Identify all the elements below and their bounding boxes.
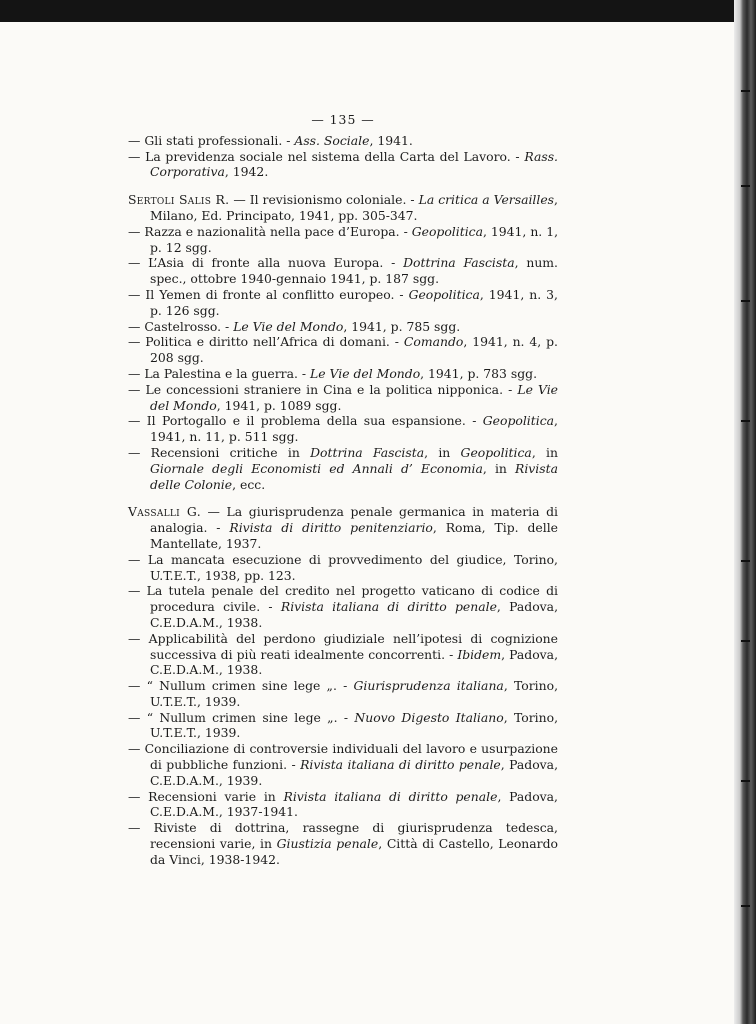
entry-text: — Il Portogallo e il problema della sua espansione. - [128, 413, 483, 429]
entry-text: , in [482, 460, 516, 476]
publication-title: Le Vie del Mondo [310, 365, 421, 381]
bibliography-entry [128, 413, 558, 445]
publication-title: Le Vie del Mondo [150, 381, 559, 413]
publication-title: Rivista italiana di diritto penale [300, 757, 501, 773]
entry-text: — Riviste di dottrina, rassegne di giurisprudenza tedesca, recensioni varie, in [128, 820, 558, 852]
page-number: — 135 — [311, 112, 375, 127]
bibliography-page [128, 112, 558, 868]
entry-text: , in [531, 444, 558, 460]
publication-title: Giustizia penale [276, 836, 379, 852]
publication-title: Rass. Corporativa [150, 148, 558, 180]
entry-text: — “ Nullum crimen sine lege „. - [128, 709, 355, 725]
publication-title: Ass. Sociale [294, 132, 370, 148]
bibliography-list [128, 133, 558, 868]
bibliography-entry [128, 149, 558, 181]
publication-title: Le Vie del Mondo [233, 318, 344, 334]
entry-text: , 1941, n. 4, p. 208 sgg. [150, 334, 558, 366]
entry-text: — Conciliazione di controversie individuali del lavoro e usurpazione di pubbliche funzioni. - [128, 741, 558, 773]
entry-text: , 1941. [369, 132, 413, 148]
entry-text: , num. spec., ottobre 1940-gennaio 1941, p. 187 sgg. [150, 255, 558, 287]
bibliography-entry [128, 678, 558, 710]
bibliography-entry [128, 631, 558, 678]
entry-text: , Padova, C.E.D.A.M., 1938. [150, 646, 559, 678]
bibliography-entry [128, 552, 558, 584]
entry-text: , Padova, C.E.D.A.M., 1938. [150, 599, 559, 630]
entry-text: — “ Nullum crimen sine lege „. - [128, 678, 354, 694]
publication-title: Geopolitica [482, 413, 555, 429]
entry-text: — Recensioni critiche in [128, 444, 311, 460]
bibliography-entry [128, 366, 558, 382]
bibliography-entry [128, 192, 558, 224]
entry-text: , Torino, U.T.E.T., 1939. [150, 678, 559, 709]
entry-text: , Padova, C.E.D.A.M., 1939. [150, 757, 559, 788]
bibliography-entry [128, 133, 558, 149]
entry-text: , 1941, p. 785 sgg. [343, 318, 461, 334]
entry-text: — La previdenza sociale nel sistema della Carta del Lavoro. - [128, 148, 525, 164]
publication-title: Rivista italiana di diritto penale [283, 788, 498, 804]
bibliography-entry [128, 710, 558, 742]
entry-text: , 1941, n. 3, p. 126 sgg. [150, 286, 558, 318]
publication-title: Dottrina Fascista [310, 444, 425, 460]
publication-title: Geopolitica [408, 286, 480, 302]
publication-title: Giornale degli Economisti ed Annali d’ Economia [150, 460, 483, 476]
entry-text: , ecc. [232, 476, 266, 492]
bibliography-entry [128, 255, 558, 287]
publication-title: Comando [403, 334, 464, 350]
publication-title: Giurisprudenza italiana [353, 678, 504, 694]
entry-text: — La tutela penale del credito nel progetto vaticano di codice di procedura civile. - [128, 583, 558, 615]
publication-title: Geopolitica [411, 223, 483, 239]
entry-text: — La Palestina e la guerra. - [128, 365, 310, 381]
bibliography-entry [128, 382, 558, 414]
publication-title: Rivista delle Colonie [150, 460, 558, 492]
publication-title: Nuovo Digesto Italiano [354, 709, 504, 725]
entry-text: — La giurisprudenza penale germanica in materia di analogia. - [150, 504, 558, 536]
author-name: Vassalli G. [128, 504, 201, 520]
book-spine-edge [734, 0, 756, 1024]
section-gap [128, 180, 558, 192]
section-gap [128, 492, 558, 504]
entry-text: — Le concessioni straniere in Cina e la politica nipponica. - [128, 381, 518, 397]
entry-text: — Recensioni varie in [128, 788, 284, 804]
bibliography-entry [128, 583, 558, 630]
publication-title: Ibidem [457, 646, 502, 662]
entry-text: — Castelrosso. - [128, 318, 234, 334]
entry-text: , 1941, p. 783 sgg. [420, 365, 538, 381]
entry-text: — La mancata esecuzione di provvedimento del giudice, Torino, U.T.E.T., 1938, pp. 123. [128, 551, 558, 583]
entry-text: , Città di Castello, Leonardo da Vinci, 1938-1942. [150, 836, 558, 867]
bibliography-entry [128, 287, 558, 319]
entry-text: — Gli stati professionali. - [128, 132, 295, 148]
entry-text: — Applicabilità del perdono giudiziale nell’ipotesi di cognizione successiva di più reati idealmente concorrenti. - [128, 630, 558, 662]
publication-title: Dottrina Fascista [403, 255, 515, 271]
entry-text: , Milano, Ed. Principato, 1941, pp. 305-347. [150, 192, 558, 223]
entry-text: — Il Yemen di fronte al conflitto europeo. - [128, 286, 409, 302]
entry-text: , Torino, U.T.E.T., 1939. [150, 709, 559, 741]
entry-text: , 1941, n. 11, p. 511 sgg. [150, 413, 558, 445]
bibliography-entry [128, 741, 558, 788]
entry-text: — Razza e nazionalità nella pace d’Europa. - [128, 223, 412, 239]
publication-title: Rivista di diritto penitenziario [229, 520, 433, 536]
publication-title: La critica a Versailles [418, 192, 555, 208]
author-name: Sertoli Salis R. [128, 192, 230, 208]
bibliography-entry [128, 504, 558, 551]
bibliography-entry [128, 334, 558, 366]
publication-title: Rivista italiana di diritto penale [280, 599, 497, 615]
entry-text: — L’Asia di fronte alla nuova Europa. - [128, 255, 404, 271]
bibliography-entry [128, 820, 558, 867]
entry-text: — Politica e diritto nell’Africa di domani. - [128, 334, 404, 350]
entry-text: , 1942. [224, 164, 269, 180]
entry-text: , Roma, Tip. delle Mantellate, 1937. [150, 520, 558, 551]
entry-text: , Padova, C.E.D.A.M., 1937-1941. [150, 788, 558, 820]
bibliography-entry [128, 445, 558, 492]
entry-text: — Il revisionismo coloniale. - [229, 192, 419, 208]
bibliography-entry [128, 224, 558, 256]
entry-text: , 1941, p. 1089 sgg. [216, 397, 342, 413]
bibliography-entry [128, 789, 558, 821]
publication-title: Geopolitica [460, 444, 532, 460]
entry-text: , 1941, n. 1, p. 12 sgg. [150, 223, 559, 255]
entry-text: , in [424, 444, 461, 460]
scan-top-border [0, 0, 756, 22]
bibliography-entry [128, 319, 558, 335]
